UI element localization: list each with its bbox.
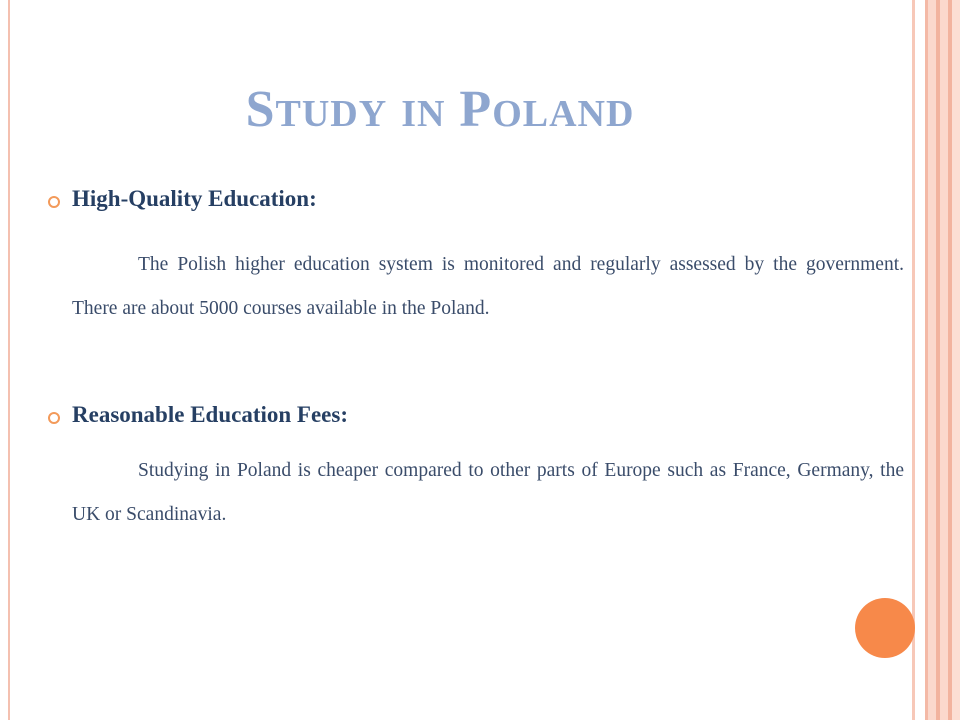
title-letter-p: P xyxy=(459,81,493,138)
bullet-circle-icon xyxy=(48,196,60,208)
bullet-circle-icon xyxy=(48,412,60,424)
right-decorative-stripes xyxy=(912,0,960,720)
title-word-in: IN xyxy=(401,93,446,135)
stripe xyxy=(915,0,925,720)
stripe xyxy=(928,0,936,720)
slide-title xyxy=(0,80,880,139)
title-word-tudy: TUDY xyxy=(275,93,388,135)
section-heading-fees: Reasonable Education Fees: xyxy=(72,402,348,427)
stripe xyxy=(940,0,948,720)
section-body-fees: Studying in Poland is cheaper compared to other parts of Europe such as France, Germany, the UK or Scandinavia. xyxy=(72,460,904,525)
section-heading-quality: High-Quality Education: xyxy=(72,186,317,211)
orange-accent-circle xyxy=(855,598,915,658)
section-body-quality: The Polish higher education system is monitored and regularly assessed by the government. There are about 5000 courses available in the Poland. xyxy=(72,254,904,319)
stripe xyxy=(952,0,960,720)
title-letter-s: S xyxy=(245,81,276,138)
title-word-oland: OLAND xyxy=(492,93,635,135)
